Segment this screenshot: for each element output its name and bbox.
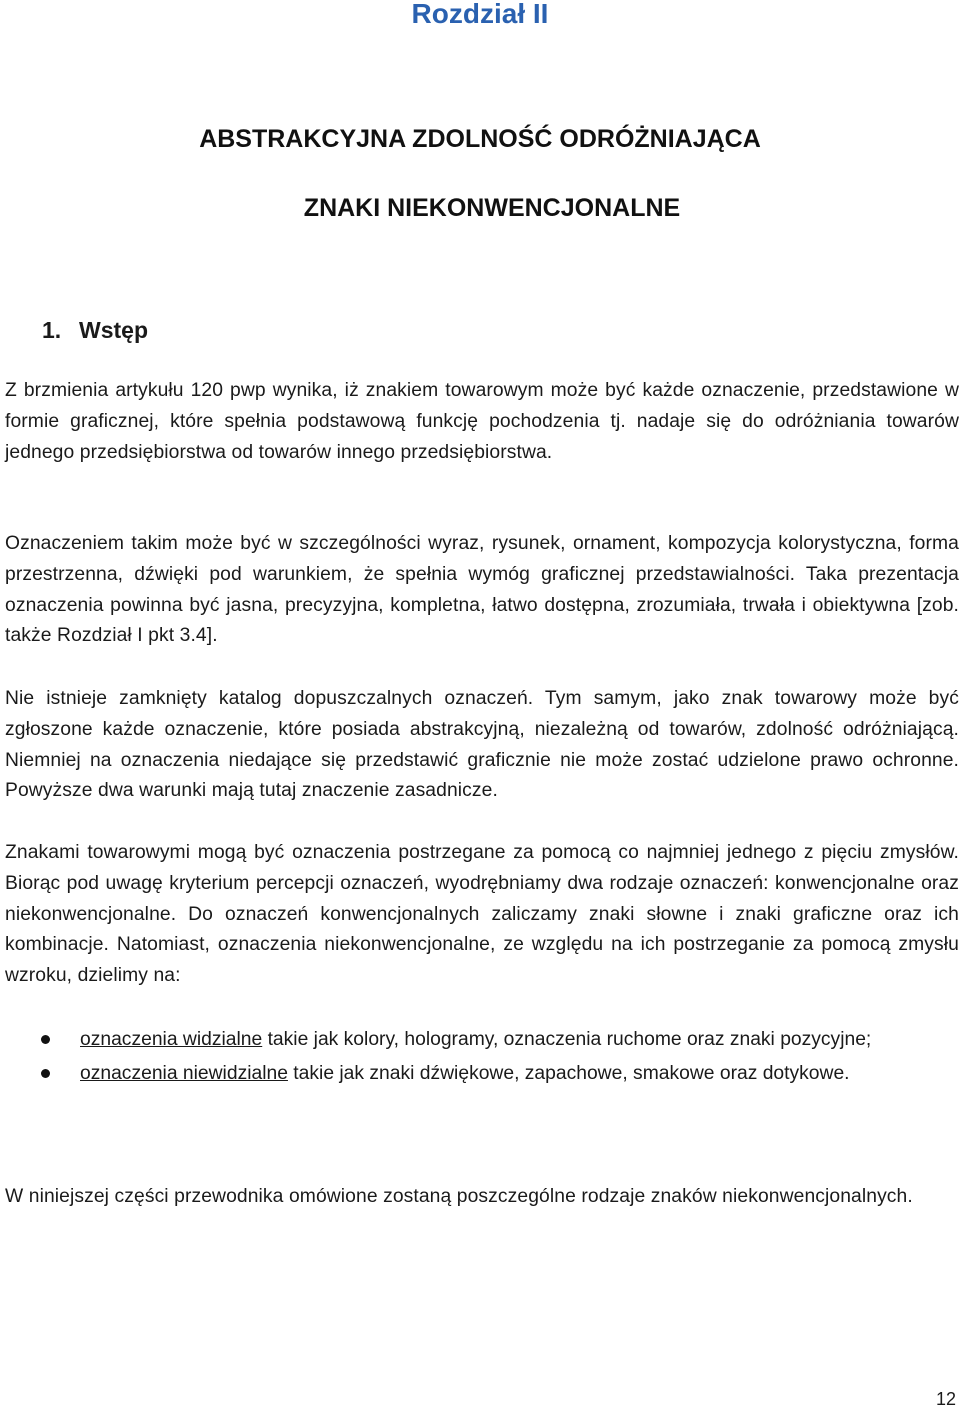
bullet-text: takie jak znaki dźwiękowe, zapachowe, smakowe oraz dotykowe. (287, 1063, 850, 1084)
paragraph-catalog: Nie istnieje zamknięty katalog dopuszczalnych oznaczeń. Tym samym, jako znak towarowy może być zgłoszone każde oznaczenie, które posiada abstrakcyjną, niezależną od towarów, zdolność odróżniającą. Niemniej na oznaczenia niedające się przedstawić graficznie nie może zostać udzielone prawo ochronne. Powyższe dwa warunki mają tutaj znaczenie zasadnicze. (5, 688, 959, 802)
paragraph-senses: Znakami towarowymi mogą być oznaczenia postrzegane za pomocą co najmniej jednego z pięciu zmysłów. Biorąc pod uwagę kryterium percepcji oznaczeń, wyodrębniamy dwa rodzaje oznaczeń: konwencjonalne oraz niekonwencjonalne. Do oznaczeń konwencjonalnych zaliczamy znaki słowne i znaki graficzne oraz ich kombinacje. Natomiast, oznaczenia niekonwencjonalne, ze względu na ich postrzeganie za pomocą zmysłu wzroku, dzielimy na: (5, 842, 959, 987)
section-heading (42, 313, 148, 347)
bullet-term: oznaczenia niewidzialne (80, 1063, 288, 1084)
page-number: 12 (935, 1389, 956, 1409)
bullet-icon (41, 1069, 50, 1078)
section-number: 1. (42, 317, 62, 343)
bullet-text: takie jak kolory, hologramy, oznaczenia ruchome oraz znaki pozycyjne; (262, 1029, 872, 1050)
list-item (0, 1024, 960, 1055)
chapter-title-line-2: ZNAKI NIEKONWENCJONALNE (303, 194, 681, 222)
paragraph-intro: Z brzmienia artykułu 120 pwp wynika, iż znakiem towarowym może być każde oznaczenie, przedstawione w formie graficznej, które spełnia podstawową funkcję pochodzenia tj. nadaje się do odróżniania towarów jednego przedsiębiorstwa od towarów innego przedsiębiorstwa. (5, 380, 959, 463)
chapter-heading: Rozdział II (411, 0, 549, 29)
bullet-term: oznaczenia widzialne (80, 1029, 263, 1050)
chapter-title-line-1: ABSTRAKCYJNA ZDOLNOŚĆ ODRÓŻNIAJĄCA (199, 125, 761, 153)
paragraph-examples: Oznaczeniem takim może być w szczególności wyraz, rysunek, ornament, kompozycja kolorystyczna, forma przestrzenna, dźwięki pod warunkiem, że spełnia wymóg graficznej przedstawialności. Taka prezentacja oznaczenia powinna być jasna, precyzyjna, kompletna, łatwo dostępna, zrozumiała, trwała i obiektywna [zob. także Rozdział I pkt 3.4]. (5, 533, 959, 647)
paragraph-closing: W niniejszej części przewodnika omówione zostaną poszczególne rodzaje znaków niekonwencjonalnych. (5, 1186, 913, 1207)
bullet-icon (41, 1035, 50, 1044)
list-item (0, 1058, 960, 1089)
section-title: Wstęp (79, 317, 148, 343)
bullet-list (0, 1024, 960, 1092)
